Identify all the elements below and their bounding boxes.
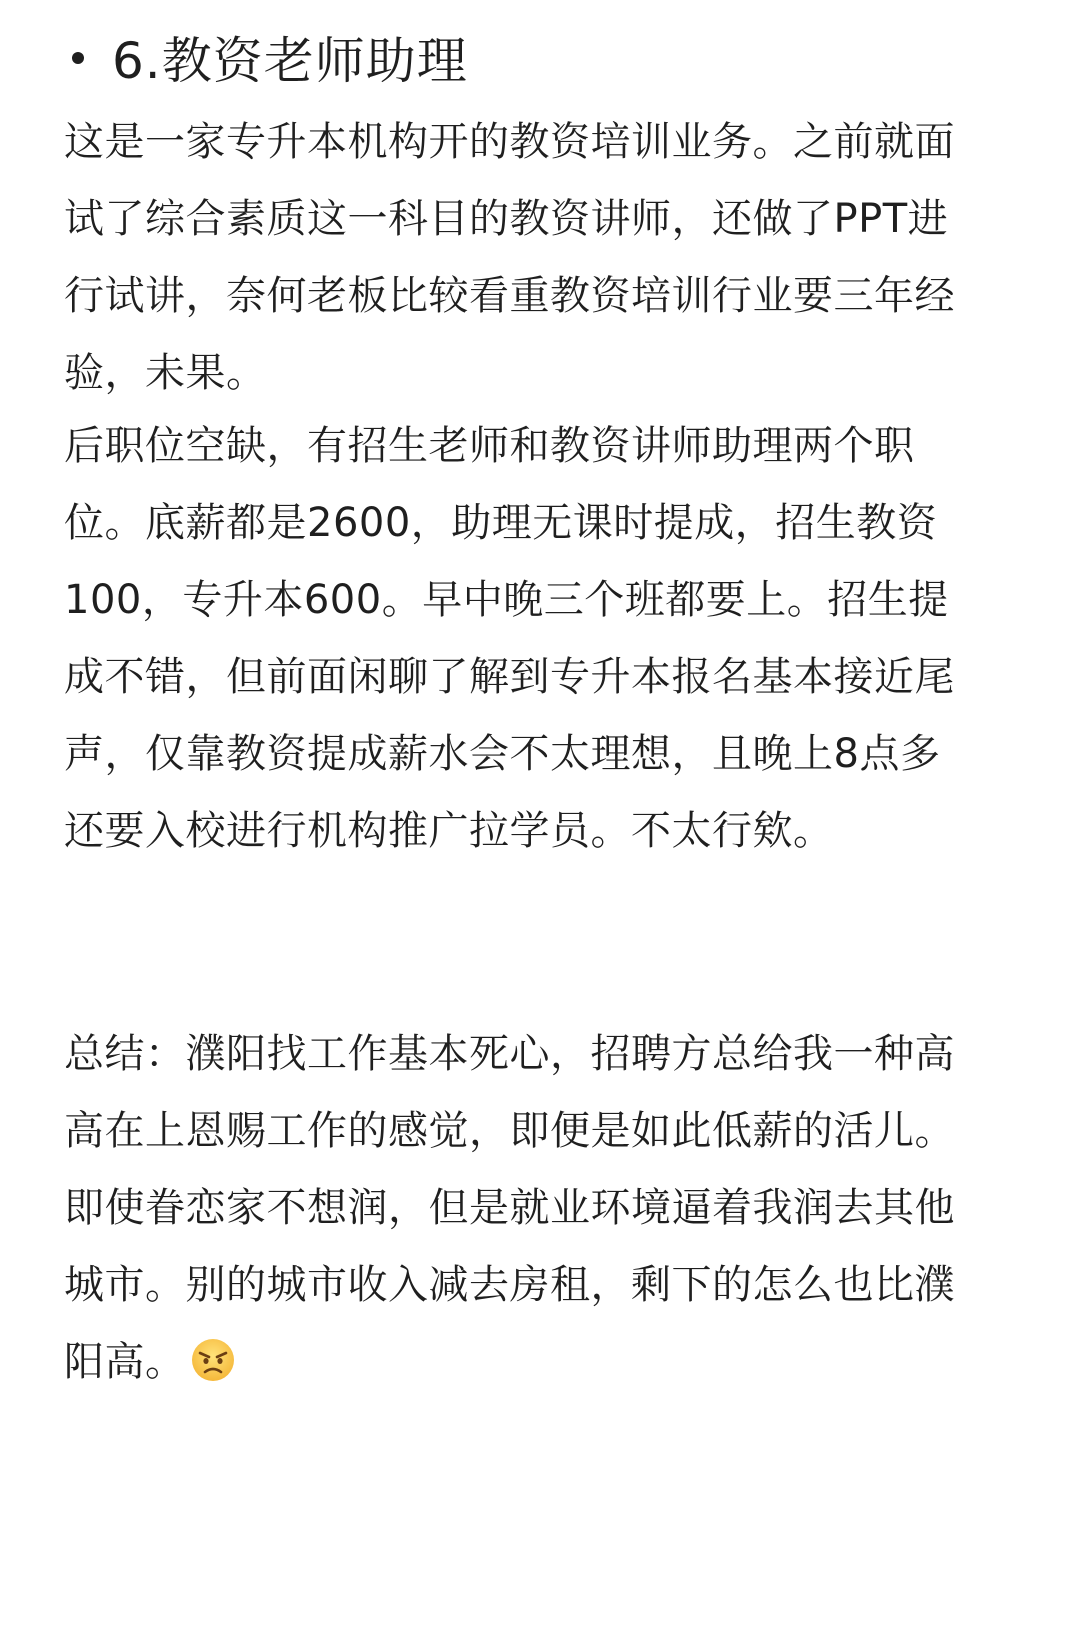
bullet-icon xyxy=(72,52,84,64)
paragraph-line: 声，仅靠教资提成薪水会不太理想，且晚上8点多 xyxy=(64,731,941,777)
paragraph-line: 100，专升本600。早中晚三个班都要上。招生提 xyxy=(64,577,949,623)
paragraph-line: 即使眷恋家不想润，但是就业环境逼着我润去其他 xyxy=(64,1185,955,1231)
paragraph-line: 后职位空缺，有招生老师和教资讲师助理两个职 xyxy=(64,423,915,469)
paragraph-rejected-interview xyxy=(64,104,1004,412)
paragraph-line: 行试讲，奈何老板比较看重教资培训行业要三年经 xyxy=(64,273,955,319)
section-heading xyxy=(72,22,468,92)
paragraph-line: 试了综合素质这一科目的教资讲师，还做了PPT进 xyxy=(64,196,949,242)
angry-face-icon xyxy=(190,1337,236,1383)
paragraph-line: 高在上恩赐工作的感觉，即便是如此低薪的活儿。 xyxy=(64,1108,955,1154)
paragraph-line: 位。底薪都是2600，助理无课时提成，招生教资 xyxy=(64,500,938,546)
section-title: 6.教资老师助理 xyxy=(112,32,468,90)
paragraph-line: 总结：濮阳找工作基本死心，招聘方总给我一种高 xyxy=(64,1031,955,1077)
paragraph-summary xyxy=(64,1016,1004,1401)
paragraph-last-line xyxy=(64,1324,1004,1401)
paragraph-line: 这是一家专升本机构开的教资培训业务。之前就面 xyxy=(64,119,955,165)
paragraph-line: 城市。别的城市收入减去房租，剩下的怎么也比濮 xyxy=(64,1262,955,1308)
paragraph-line: 验，未果。 xyxy=(64,350,267,396)
paragraph-line: 还要入校进行机构推广拉学员。不太行欸。 xyxy=(64,808,834,854)
paragraph-line: 成不错，但前面闲聊了解到专升本报名基本接近尾 xyxy=(64,654,955,700)
paragraph-line-text: 阳高。 xyxy=(64,1339,186,1385)
paragraph-job-offer xyxy=(64,408,1004,870)
